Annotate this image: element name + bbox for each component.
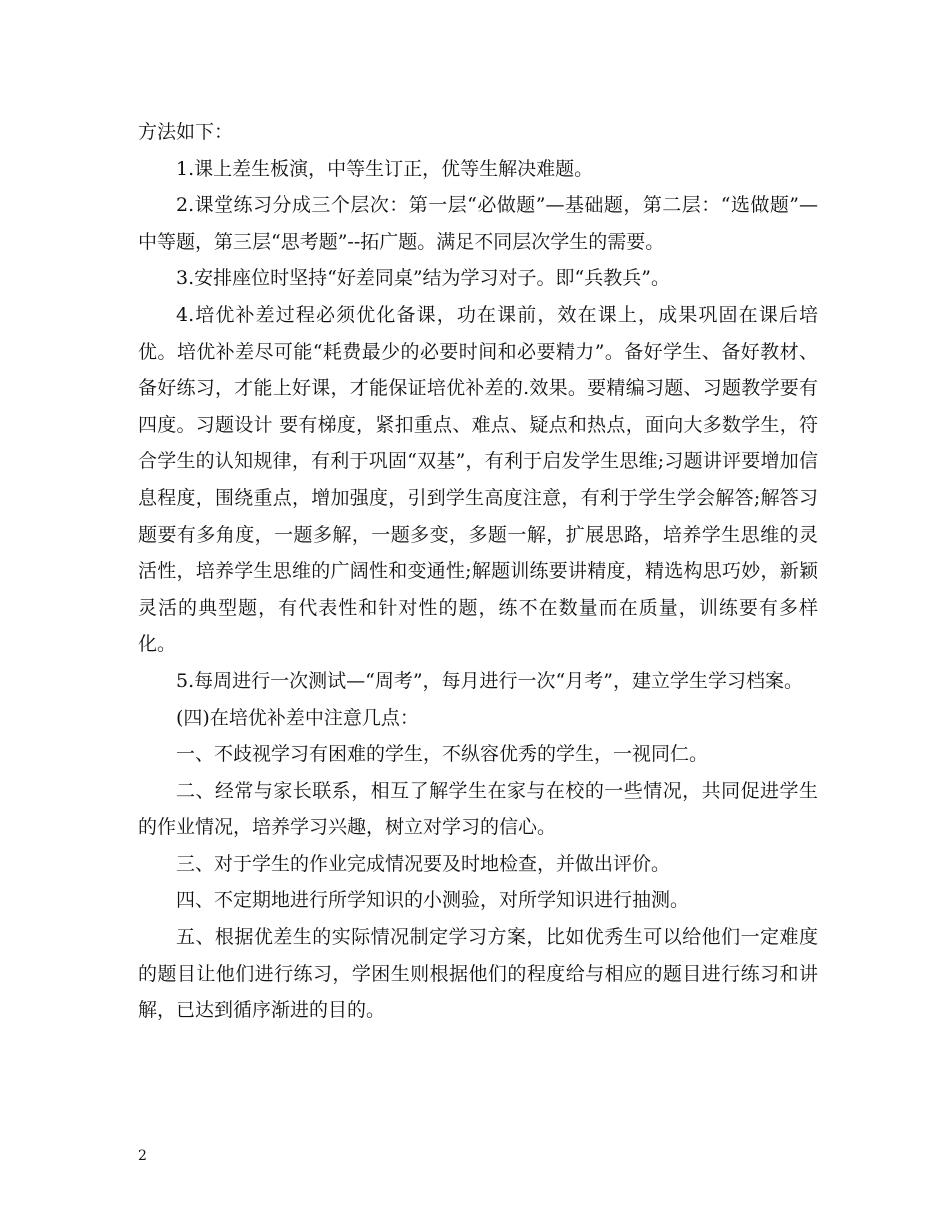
paragraph-point-2: 二、经常与家长联系，相互了解学生在家与在校的一些情况，共同促进学生的作业情况，培养学习兴趣，树立对学习的信心。: [138, 779, 818, 839]
document-body: [138, 114, 818, 1029]
paragraph-item-3: 3.安排座位时坚持“好差同桌”结为学习对子。即“兵教兵”。: [176, 267, 670, 290]
paragraph-item-1: 1.课上差生板演，中等生订正，优等生解决难题。: [176, 157, 594, 180]
paragraph-item-4: 4.培优补差过程必须优化备课，功在课前，效在课上，成果巩固在课后培优。培优补差尽可能“耗费最少的必要时间和必要精力”。备好学生、备好教材、备好练习，才能上好课，才能保证培优补差的.效果。要精编习题、习题教学要有四度。习题设计 要有梯度，紧扣重点、难点、疑点和热点，面向大多数学生，符合学生的认知规律，有利于巩固“双基”，有利于启发学生思维;习题讲评要增加信息程度，围绕重点，增加强度，引到学生高度注意，有利于学生学会解答;解答习题要有多角度，一题多解，一题多变，多题一解，扩展思路，培养学生思维的灵活性，培养学生思维的广阔性和变通性;解题训练要讲精度，精选构思巧妙，新颖灵活的典型题，有代表性和针对性的题，练不在数量而在质量，训练要有多样化。: [138, 303, 818, 656]
paragraph-item-5: 5.每周进行一次测试—“周考”，每月进行一次“月考”，建立学生学习档案。: [176, 669, 803, 692]
paragraph-point-5: 五、根据优差生的实际情况制定学习方案，比如优秀生可以给他们一定难度的题目让他们进行练习，学困生则根据他们的程度给与相应的题目进行练习和讲解，已达到循序渐进的目的。: [138, 926, 818, 1022]
section-heading-four: (四)在培优补差中注意几点：: [176, 706, 419, 729]
paragraph-item-2: 2.课堂练习分成三个层次：第一层“必做题”—基础题，第二层：“选做题”—中等题，第三层“思考题”--拓广题。满足不同层次学生的需要。: [138, 194, 818, 253]
page-number: 2: [138, 1148, 147, 1164]
paragraph-point-1: 一、不歧视学习有困难的学生，不纵容优秀的学生，一视同仁。: [176, 743, 709, 766]
paragraph-point-4: 四、不定期地进行所学知识的小测验，对所学知识进行抽测。: [176, 889, 690, 912]
paragraph-point-3: 三、对于学生的作业完成情况要及时地检查，并做出评价。: [176, 852, 671, 875]
paragraph-intro: 方法如下：: [138, 121, 234, 143]
